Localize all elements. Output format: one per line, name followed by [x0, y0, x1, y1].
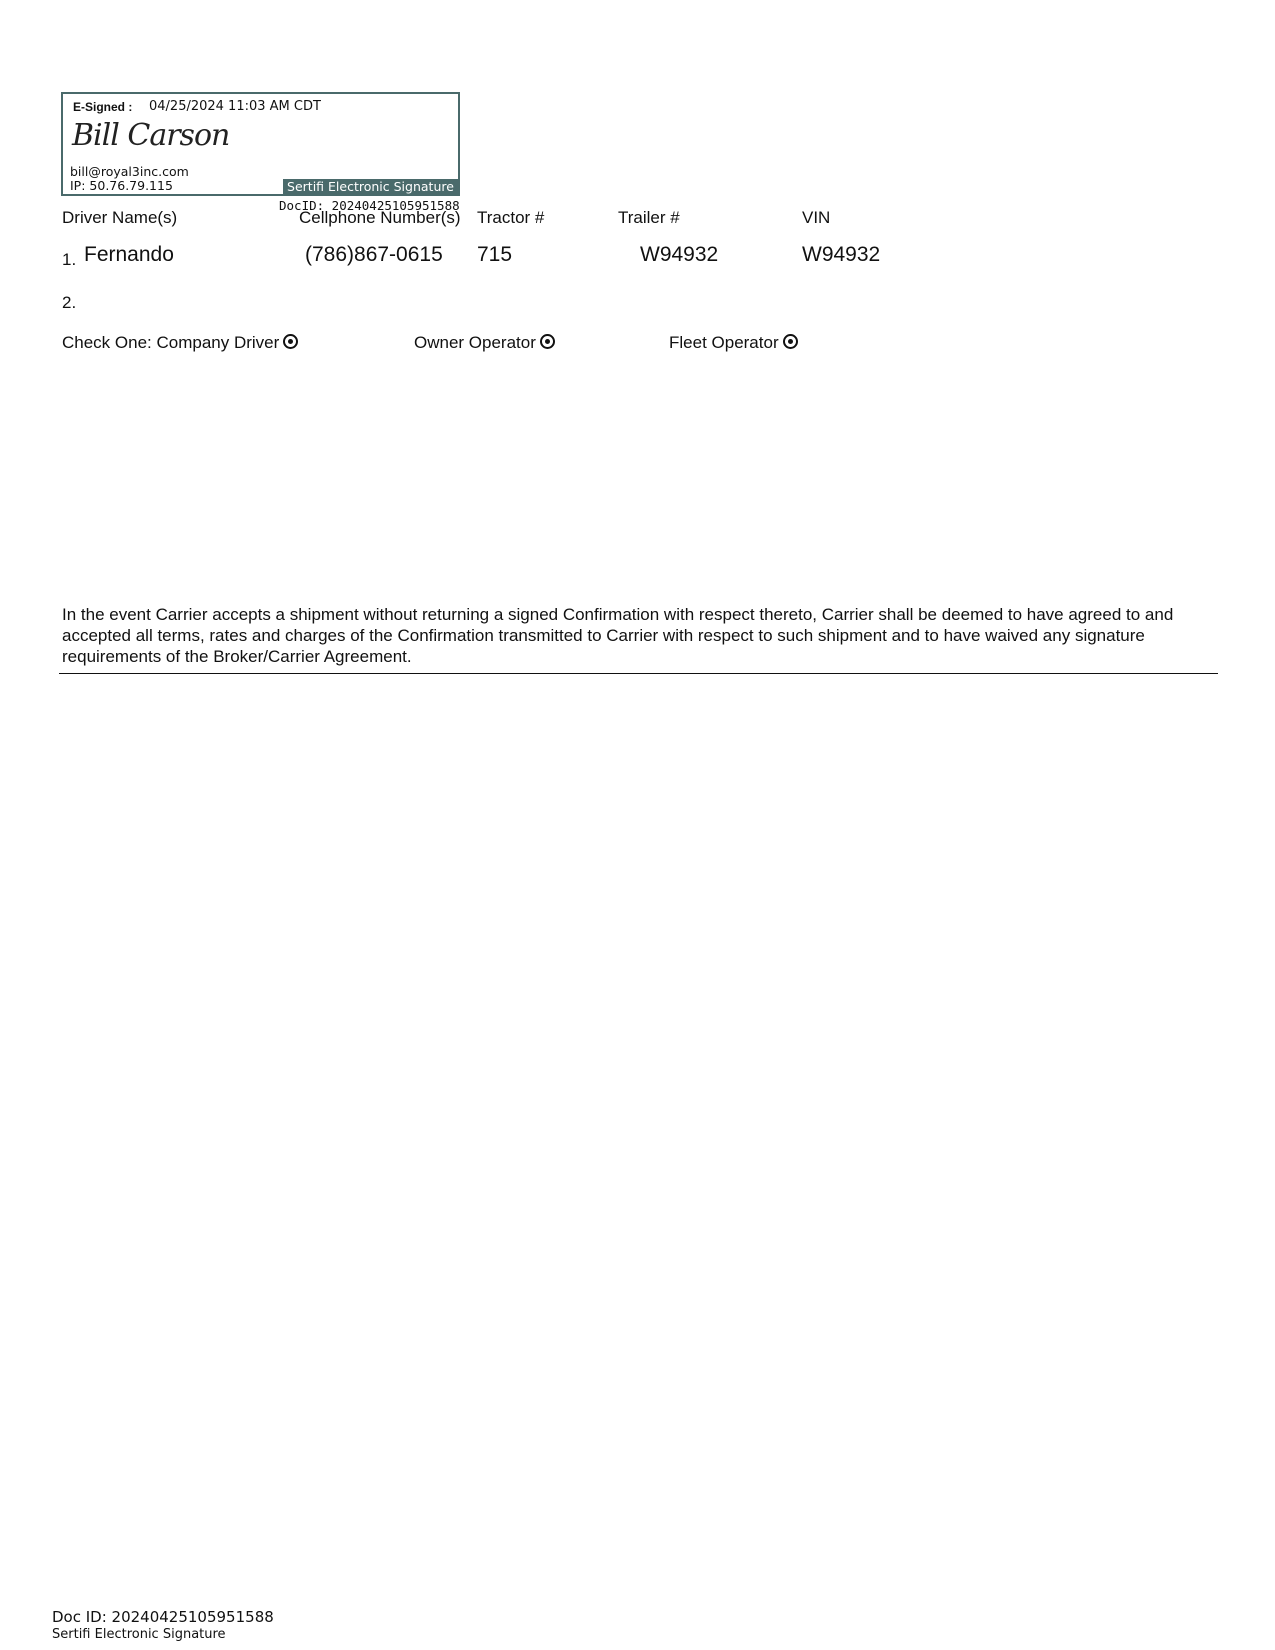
- fleet-operator-label: Fleet Operator: [669, 333, 779, 352]
- company-driver-label: Check One: Company Driver: [62, 333, 280, 352]
- e-signature-stamp: [61, 92, 460, 196]
- owner-operator-radio[interactable]: [540, 334, 555, 349]
- row-1-vin: W94932: [802, 243, 881, 266]
- option-company-driver: [62, 333, 298, 353]
- signer-email: bill@royal3inc.com: [70, 164, 189, 179]
- handwritten-signature: Bill Carson: [72, 118, 230, 153]
- header-driver-names: Driver Name(s): [62, 208, 178, 227]
- header-trailer-number: Trailer #: [618, 208, 680, 227]
- divider-line: [59, 673, 1218, 674]
- option-fleet-operator: [669, 333, 798, 353]
- row-number-1: 1.: [62, 250, 77, 269]
- terms-paragraph: In the event Carrier accepts a shipment without returning a signed Confirmation with respect thereto, Carrier shall be deemed to have agreed to and accepted all terms, rates and charges of the Confirmation transmitted to Carrier with respect to such shipment and to have waived any signature requirements of the Broker/Carrier Agreement.: [62, 605, 1174, 666]
- header-vin: VIN: [802, 208, 831, 227]
- e-signed-datetime: 04/25/2024 11:03 AM CDT: [149, 99, 321, 114]
- row-number-2: 2.: [62, 293, 77, 312]
- fleet-operator-radio[interactable]: [783, 334, 798, 349]
- header-cellphone-numbers: Cellphone Number(s): [299, 208, 461, 227]
- footer-brand: Sertifi Electronic Signature: [52, 1627, 226, 1642]
- header-tractor-number: Tractor #: [477, 208, 545, 227]
- e-signed-label: E-Signed :: [73, 100, 133, 114]
- company-driver-radio[interactable]: [283, 334, 298, 349]
- signature-doc-id: DocID: 20240425105951588: [279, 198, 460, 213]
- row-1-driver-name: Fernando: [84, 243, 174, 266]
- option-owner-operator: [414, 333, 555, 353]
- signer-ip: IP: 50.76.79.115: [70, 178, 173, 193]
- row-1-tractor: 715: [477, 243, 513, 266]
- row-1-cellphone: (786)867-0615: [305, 243, 443, 266]
- footer-doc-id: Doc ID: 20240425105951588: [52, 1608, 274, 1626]
- row-1-trailer: W94932: [640, 243, 719, 266]
- sertifi-badge: Sertifi Electronic Signature: [283, 179, 458, 194]
- owner-operator-label: Owner Operator: [414, 333, 536, 352]
